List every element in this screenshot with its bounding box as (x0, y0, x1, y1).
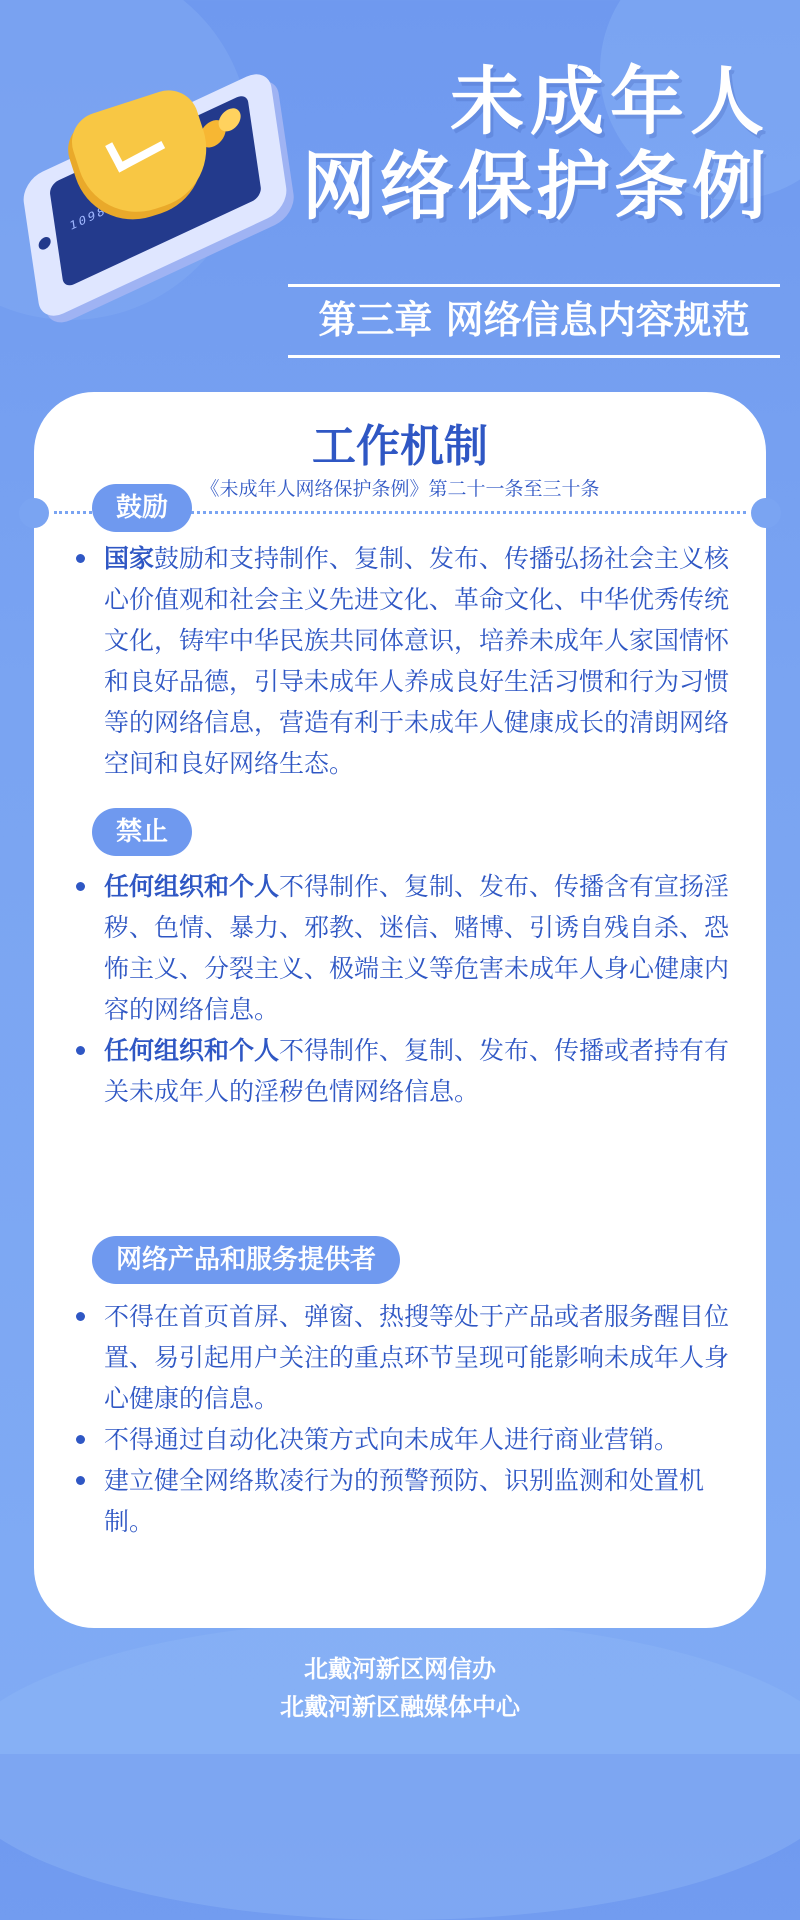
item-lead: 任何组织和个人 (104, 1036, 280, 1065)
list-item (70, 1460, 730, 1542)
section-pill-encourage: 鼓励 (92, 484, 192, 532)
list-item (70, 1296, 730, 1419)
section-list-prohibit (70, 866, 730, 1112)
item-text: 不得制作、复制、发布、传播或者持有有关未成年人的淫秽色情网络信息。 (104, 1036, 730, 1106)
list-item (70, 1030, 730, 1112)
phone-button (38, 235, 52, 252)
bullet-dot-icon (76, 554, 85, 563)
list-item (70, 538, 730, 784)
item-lead: 国家 (104, 544, 155, 573)
item-text: 不得在首页首屏、弹窗、热搜等处于产品或者服务醒目位置、易引起用户关注的重点环节呈现可能影响未成年人身心健康的信息。 (104, 1302, 730, 1413)
section-pill-prohibit: 禁止 (92, 808, 192, 856)
card-notch (751, 498, 781, 528)
check-mark (105, 122, 165, 173)
content-card (34, 392, 766, 1628)
card-subtitle: 《未成年人网络保护条例》第二十一条至三十条 (200, 478, 600, 500)
title-line-2: 网络保护条例 (302, 144, 770, 231)
section-list-encourage (70, 538, 730, 784)
footer-line-1: 北戴河新区网信办 (304, 1655, 496, 1683)
item-text: 建立健全网络欺凌行为的预警预防、识别监测和处置机制。 (104, 1466, 705, 1536)
page-title (302, 60, 770, 230)
bullet-dot-icon (76, 882, 85, 891)
title-line-1: 未成年人 (450, 59, 770, 145)
card-title: 工作机制 (312, 421, 488, 472)
item-text: 不得通过自动化决策方式向未成年人进行商业营销。 (104, 1425, 680, 1454)
chapter-heading: 第三章 网络信息内容规范 (288, 284, 780, 358)
list-item (70, 866, 730, 1030)
section-list-providers (70, 1296, 730, 1542)
footer-line-2: 北戴河新区融媒体中心 (280, 1693, 520, 1721)
item-text: 不得制作、复制、发布、传播含有宣扬淫秽、色情、暴力、邪教、迷信、赌博、引诱自残自杀、恐怖主义、分裂主义、极端主义等危害未成年人身心健康内容的网络信息。 (104, 872, 730, 1024)
item-text: 鼓励和支持制作、复制、发布、传播弘扬社会主义核心价值观和社会主义先进文化、革命文化、中华优秀传统文化，铸牢中华民族共同体意识，培养未成年人家国情怀和良好品德，引导未成年人养成良好生活习惯和行为习惯等的网络信息，营造有利于未成年人健康成长的清朗网络空间和良好网络生态。 (104, 544, 730, 778)
bullet-dot-icon (76, 1476, 85, 1485)
bullet-dot-icon (76, 1046, 85, 1055)
list-item (70, 1419, 730, 1460)
item-lead: 任何组织和个人 (104, 872, 280, 901)
footer (0, 1650, 800, 1726)
section-pill-providers: 网络产品和服务提供者 (92, 1236, 400, 1284)
bullet-dot-icon (76, 1312, 85, 1321)
card-notch (19, 498, 49, 528)
bullet-dot-icon (76, 1435, 85, 1444)
